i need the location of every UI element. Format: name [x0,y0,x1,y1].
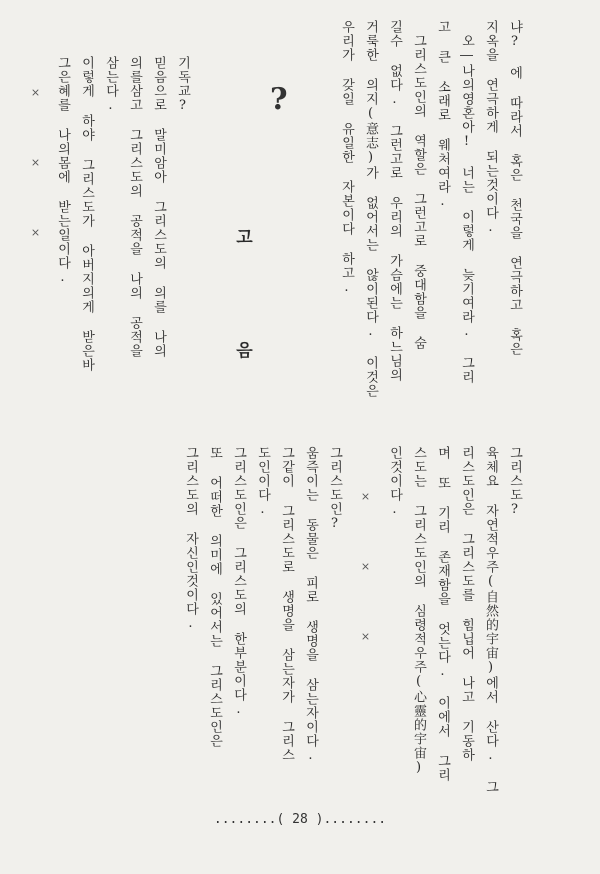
text-line: 그은혜를 나의몸에 받는일이다. [55,56,70,286]
text-line: 인것이다. [387,446,402,518]
text-line: 그리스도인은 그리스도의 한부분이다. [231,446,246,718]
page-number: ( 28 ) [276,812,324,827]
text-line: 그리스도의 자신인것이다. [183,446,198,632]
poem-title: 고 음 [232,228,252,396]
text-line: 냐? 에 따라서 혹은 천국을 연극하고 혹은 [507,20,522,356]
section-divider-x-marks: × × × [29,86,42,261]
text-line: 오―나의영혼아! 너는 이렇게 늦기여라. 그리 [459,34,474,384]
footer-dots-right: ........ [323,812,387,827]
text-line: 리스도인은 그리스도를 힘닙어 나고 기동하 [459,446,474,762]
footer-dots-left: ........ [213,812,277,827]
text-line: 고 큰 소래로 웨처여라. [435,20,450,210]
text-line: 거룩한 의지(意志)가 없어서는 않이된다. 이것은 [363,20,378,398]
text-line: 삼는다. [103,56,118,114]
text-line: 그같이 그리스도로 생명을 삼는자가 그리스 [279,446,294,762]
text-line: 움즉이는 동물은 피로 생명을 삼는자이다. [303,446,318,764]
text-line: 육체요 자연적우주(自然的宇宙)에서 산다. 그 [483,446,498,794]
text-line: 또 어떠한 의미에 있어서는 그리스도인은 [207,446,222,748]
text-line: 도인이다. [255,446,270,518]
text-line: 우리가 갖일 유일한 자본이다 하고. [339,20,354,296]
text-line: 이렇게 하야 그리스도가 아버지의게 받은바 [79,56,94,372]
text-line: 길수 없다. 그런고로 우리의 가슴에는 하느님의 [387,20,402,382]
text-line: 그리스도인의 역할은 그런고로 중대함을 숨 [411,34,426,350]
section-divider-x-marks: × × × [359,490,372,665]
text-line: 그리스도? [507,446,522,518]
text-line: 믿음으로 말미암아 그리스도의 의를 나의 [151,56,166,358]
text-line: 스도는 그리스도인의 심령적우주(心靈的宇宙) [411,446,426,776]
text-line: 기독교? [175,56,190,114]
question-mark-heading: ? [270,82,288,117]
page-footer [0,812,600,827]
text-line: 그리스도인? [327,446,342,532]
text-line: 지옥을 연극하게 되는것이다. [483,20,498,236]
text-line: 며 또 기리 존재함을 엇는다. 이에서 그리 [435,446,450,782]
text-line: 의를삼고 그리스도의 공적을 나의 공적을 [127,56,142,358]
